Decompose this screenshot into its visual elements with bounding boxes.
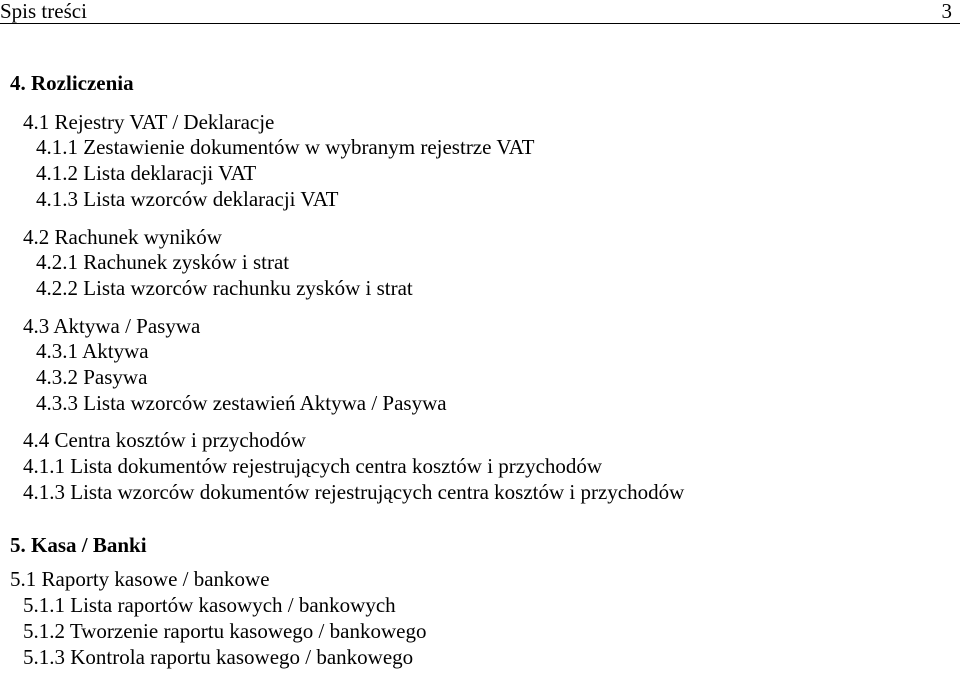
toc-entry-4-1-2[interactable]: 4.1.2 Lista deklaracji VAT: [36, 161, 257, 185]
toc-entry-4-3-2[interactable]: 4.3.2 Pasywa: [36, 365, 148, 389]
toc-entry-5-1-1[interactable]: 5.1.1 Lista raportów kasowych / bankowych: [23, 593, 396, 617]
toc-entry-5-1-3[interactable]: 5.1.3 Kontrola raportu kasowego / bankowego: [23, 645, 414, 669]
toc-entry-4-4[interactable]: 4.4 Centra kosztów i przychodów: [23, 428, 306, 452]
toc-entry-4-3-3[interactable]: 4.3.3 Lista wzorców zestawień Aktywa / Pasywa: [36, 391, 447, 415]
toc-entry-4-1-1[interactable]: 4.1.1 Zestawienie dokumentów w wybranym rejestrze VAT: [36, 135, 535, 159]
toc-chapter-5[interactable]: 5. Kasa / Banki: [10, 533, 147, 557]
toc-entry-4-4-1[interactable]: 4.1.1 Lista dokumentów rejestrujących centra kosztów i przychodów: [23, 454, 603, 478]
toc-entry-4-2-2[interactable]: 4.2.2 Lista wzorców rachunku zysków i strat: [36, 276, 413, 300]
toc-entry-5-1[interactable]: 5.1 Raporty kasowe / bankowe: [10, 567, 270, 591]
toc-chapter-4[interactable]: 4. Rozliczenia: [10, 71, 134, 95]
toc-entry-4-4-3[interactable]: 4.1.3 Lista wzorców dokumentów rejestrujących centra kosztów i przychodów: [23, 480, 685, 504]
toc-entry-4-1-3[interactable]: 4.1.3 Lista wzorców deklaracji VAT: [36, 187, 339, 211]
toc-entry-5-1-2[interactable]: 5.1.2 Tworzenie raportu kasowego / bankowego: [23, 619, 427, 643]
toc-entry-4-2[interactable]: 4.2 Rachunek wyników: [23, 225, 222, 249]
page-number: 3: [941, 0, 952, 23]
toc-entry-4-2-1[interactable]: 4.2.1 Rachunek zysków i strat: [36, 250, 290, 274]
toc-entry-4-3-1[interactable]: 4.3.1 Aktywa: [36, 339, 149, 363]
header-title: Spis treści: [0, 0, 87, 23]
toc-entry-4-1[interactable]: 4.1 Rejestry VAT / Deklaracje: [23, 110, 275, 134]
toc-entry-4-3[interactable]: 4.3 Aktywa / Pasywa: [23, 314, 201, 338]
